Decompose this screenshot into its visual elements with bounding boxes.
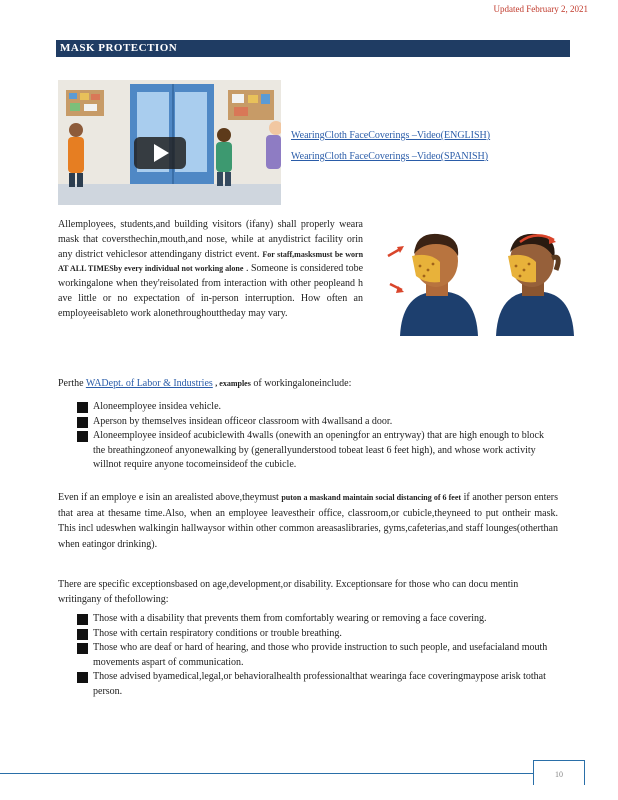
mask-wearing-illustration — [386, 226, 582, 336]
bullet-icon — [77, 672, 88, 683]
per-prefix: Perthe — [58, 378, 84, 389]
paragraph1-bold: For staff,masksmust be worn AT ALL TIMESby every individual not working alone — [58, 249, 364, 274]
video-link-spanish[interactable]: WearingCloth FaceCoverings –Video(SPANISH) — [291, 151, 489, 162]
footer-rule — [0, 773, 585, 774]
exceptions-list — [77, 612, 552, 699]
alone-examples-list — [77, 400, 552, 473]
bullet-icon — [77, 431, 88, 442]
paragraph2-text-b: if another person enters that area at thesame time.Also, when an employee leavestheir office, classroom,or cubicle,theyneed to put ontheir mask. This incl udeswhen walkingin hallwaysor within other common areasaslibraries, gyms,cafeterias,and staff lounges(otherthan when eatingor drinking). — [58, 492, 559, 550]
per-bold: , examples — [215, 379, 251, 388]
lni-examples-intro — [58, 378, 351, 389]
bullet-icon — [77, 643, 88, 654]
bullet-icon — [77, 629, 88, 640]
list-item: Aloneemployee insidea vehicle. — [77, 400, 552, 415]
paragraph1-text-b: . Someone is considered tobe workingalone when they'reisolated from interaction with other peopleand h ave little or no expectation of in-person interruption. How often an employeeisableto work alonethroughouttheday may vary. — [58, 263, 364, 319]
paragraph2-text-a: Even if an employe e isin an arealisted above,theymust — [58, 492, 279, 503]
exceptions-intro: There are specific exceptionsbased on age,development,or disability. Exceptionsare for those who can docu mentin writingany of thefollowing: — [58, 579, 519, 605]
bullet-icon — [77, 417, 88, 428]
mask-policy-paragraph — [58, 218, 363, 322]
list-item: Aperson by themselves insidean officeor classroom with 4wallsand a door. — [77, 415, 552, 430]
video-link-english[interactable]: WearingCloth FaceCoverings –Video(ENGLISH) — [291, 130, 491, 141]
section-title: MASK PROTECTION — [56, 40, 570, 57]
distancing-paragraph — [58, 490, 558, 552]
lni-link[interactable]: WADept. of Labor & Industries — [85, 378, 213, 389]
paragraph1-text-a: Allemployees, students,and building visitors (ifany) shall properly weara mask that coversthechin,mouth,and nose, while at anydistrict facility orin any district vehiclesor attendingany district event. — [58, 219, 363, 260]
list-item: Those who are deaf or hard of hearing, and those who provide instruction to such people, and usefacialand mouth movements aspart of communication. — [77, 641, 552, 670]
list-item: Aloneemployee insideof acubiclewith 4walls (onewith an openingfor an entryway) that are high enough to block the breathingzoneof anyonewalking by (generallyunderstood tobeat least 6 feet high), and whose work activity willnot require anyone tocomeinsideof the cubicle. — [77, 429, 552, 473]
list-item: Those advised byamedical,legal,or behavioralhealth professionalthat wearinga face coveringmaypose arisk tothat person. — [77, 670, 552, 699]
updated-date: Updated February 2, 2021 — [493, 4, 588, 14]
per-suffix: of workingaloneinclude: — [253, 378, 352, 389]
bullet-icon — [77, 402, 88, 413]
video-thumbnail[interactable] — [58, 80, 281, 205]
bullet-icon — [77, 614, 88, 625]
video-illustration — [58, 80, 281, 205]
page-number: 10 — [533, 760, 585, 785]
list-item: Those with certain respiratory conditions or trouble breathing. — [77, 627, 552, 642]
paragraph2-bold: puton a maskand maintain social distancing of 6 feet — [281, 493, 462, 502]
list-item: Those with a disability that prevents them from comfortably wearing or removing a face covering. — [77, 612, 552, 627]
